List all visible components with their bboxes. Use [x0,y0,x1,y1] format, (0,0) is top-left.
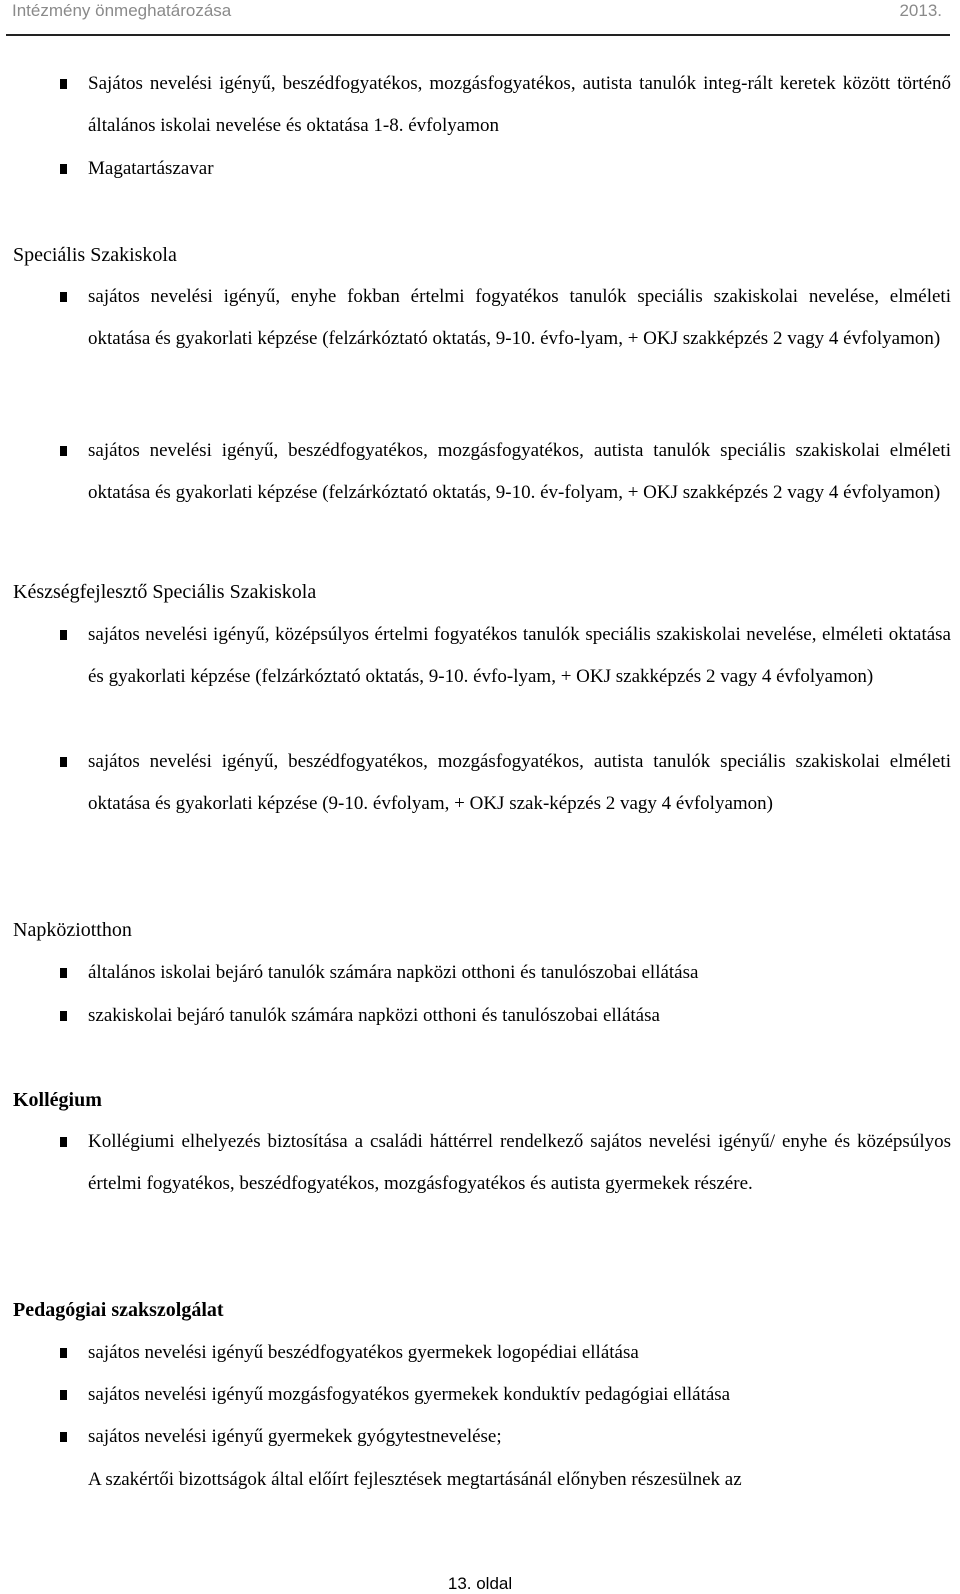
list-item: Sajátos nevelési igényű, beszédfogyatékos, mozgásfogyatékos, autista tanulók integ-rált keretek között történő általános iskolai nevelése és oktatása 1-8. évfolyamon [88,73,951,136]
list-item: sajátos nevelési igényű mozgásfogyatékos gyermekek konduktív pedagógiai ellátása [88,1384,731,1405]
bullet-icon [60,1390,67,1400]
bullet-icon [60,446,67,456]
page-number: 13. oldal [447,1574,513,1593]
list-item: Magatartászavar [88,158,214,179]
bullet-icon [60,1011,67,1021]
header-year: 2013. [899,1,942,20]
page-header [0,0,950,36]
bullet-icon [60,79,67,89]
bullet-icon [60,1348,67,1358]
closing-paragraph: A szakértői bizottságok által előírt fejlesztések megtartásánál előnyben részesülnek az [88,1469,742,1490]
section-title: Kollégium [13,1089,102,1111]
bullet-icon [60,968,67,978]
bullet-icon [60,1137,67,1147]
list-item: sajátos nevelési igényű beszédfogyatékos gyermekek logopédiai ellátása [88,1342,639,1363]
bullet-icon [60,1432,67,1442]
bullet-icon [60,164,67,174]
list-item: sajátos nevelési igényű, beszédfogyatékos, mozgásfogyatékos, autista tanulók speciális szakiskolai elméleti oktatása és gyakorlati képzése (9-10. évfolyam, + OKJ szak-képzés 2 vagy 4 évfolyamon) [88,751,951,814]
list-item: szakiskolai bejáró tanulók számára napközi otthoni és tanulószobai ellátása [88,1005,660,1026]
section-title: Pedagógiai szakszolgálat [13,1299,224,1321]
list-item: Kollégiumi elhelyezés biztosítása a családi háttérrel rendelkező sajátos nevelési igényű/ enyhe és középsúlyos értelmi fogyatékos, beszédfogyatékos, mozgásfogyatékos és autista gyermekek részére. [88,1131,951,1194]
header-title: Intézmény önmeghatározása [12,1,232,20]
section-title: Napköziotthon [13,919,132,941]
section-title: Speciális Szakiskola [13,244,177,266]
bullet-icon [60,292,67,302]
list-item: sajátos nevelési igényű gyermekek gyógytestnevelése; [88,1426,502,1447]
bullet-icon [60,630,67,640]
list-item: sajátos nevelési igényű, középsúlyos értelmi fogyatékos tanulók speciális szakiskolai nevelése, elméleti oktatása és gyakorlati képzése (felzárkóztató oktatás, 9-10. évfo-lyam, + OKJ szakképzés 2 vagy 4 évfolyamon) [88,624,951,687]
header-divider [6,34,950,36]
bullet-icon [60,757,67,767]
section-title: Készségfejlesztő Speciális Szakiskola [13,581,317,603]
list-item: általános iskolai bejáró tanulók számára napközi otthoni és tanulószobai ellátása [88,962,699,983]
list-item: sajátos nevelési igényű, enyhe fokban értelmi fogyatékos tanulók speciális szakiskolai nevelése, elméleti oktatása és gyakorlati képzése (felzárkóztató oktatás, 9-10. évfo-lyam, + OKJ szakképzés 2 vagy 4 évfolyamon) [88,286,951,349]
list-item: sajátos nevelési igényű, beszédfogyatékos, mozgásfogyatékos, autista tanulók speciális szakiskolai elméleti oktatása és gyakorlati képzése (felzárkóztató oktatás, 9-10. év-folyam, + OKJ szakképzés 2 vagy 4 évfolyamon) [88,440,951,503]
